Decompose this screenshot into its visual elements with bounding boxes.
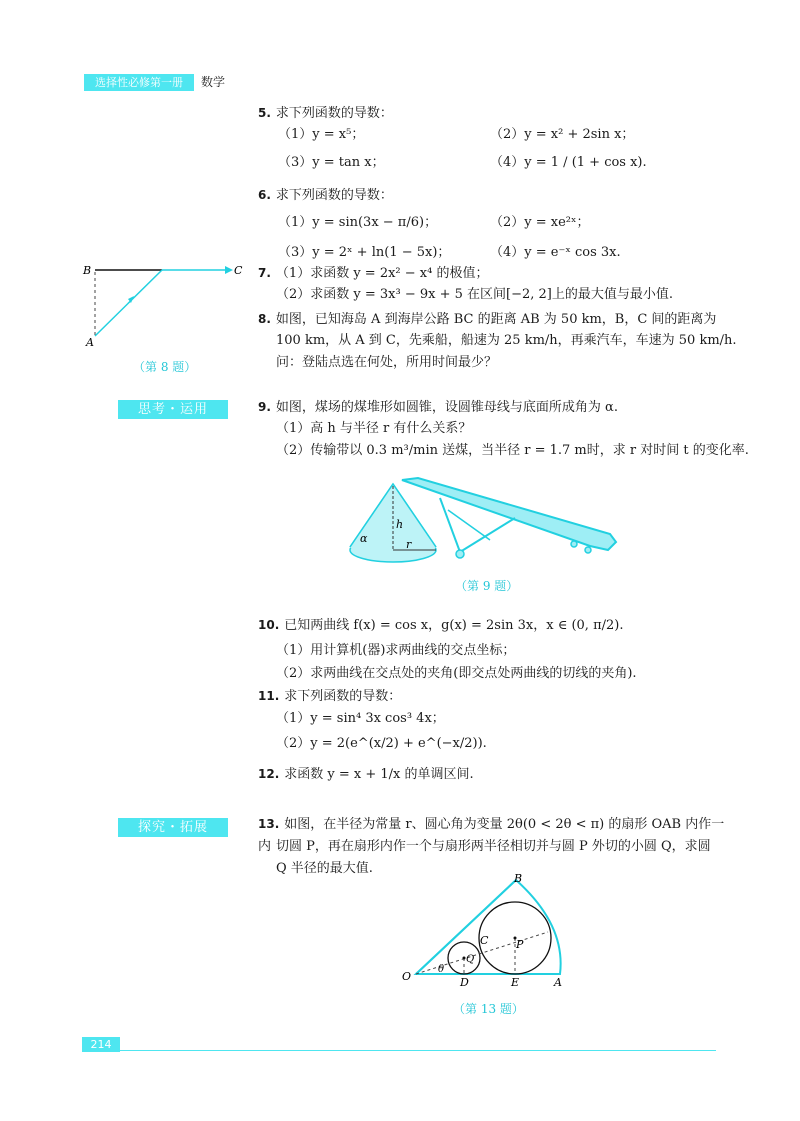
- problem-6: [258, 184, 728, 207]
- figure-9: [340, 470, 630, 580]
- label-r: r: [406, 538, 412, 551]
- problem-number: 9.: [258, 400, 271, 414]
- label-D: D: [460, 976, 469, 989]
- figure-13-caption: （第 13 题）: [453, 1002, 524, 1016]
- label-C: C: [480, 934, 489, 947]
- label-O: O: [402, 970, 412, 983]
- problem-10: [258, 614, 728, 637]
- problem-number: 12.: [258, 767, 280, 781]
- problem-5: [258, 102, 728, 125]
- problem-7: [258, 262, 728, 285]
- problem-number: 7.: [258, 266, 271, 280]
- p9-part2: （2）传输带以 0.3 m³/min 送煤，当半径 r = 1.7 m时，求 r 对时间 t 的变化率.: [276, 443, 749, 458]
- problem-number: 5.: [258, 106, 271, 120]
- book-title-badge: 选择性必修第一册: [84, 74, 194, 91]
- label-Q: Q: [466, 954, 475, 965]
- problem-number: 8.: [258, 312, 271, 326]
- label-B: B: [514, 872, 523, 885]
- p8-line2: 100 km，从 A 到 C，先乘船，船速为 25 km/h，再乘汽车，车速为 50 km/h.: [276, 333, 737, 348]
- p5-part4: （4）y = 1 / (1 + cos x).: [490, 155, 647, 170]
- problem-line: 如图，在半径为常量 r、圆心角为变量 2θ(0 < 2θ < π) 的扇形 OAB 内作一内: [258, 817, 725, 854]
- label-E: E: [511, 976, 520, 989]
- problem-part: （1）求函数 y = 2x² − x⁴ 的极值；: [275, 266, 489, 281]
- p6-part4: （4）y = e⁻ˣ cos 3x.: [490, 245, 621, 260]
- subject-label: 数学: [201, 75, 226, 89]
- p6-part2: （2）y = xe²ˣ；: [490, 215, 590, 230]
- problem-11: [258, 685, 728, 708]
- figure-13: [398, 870, 578, 995]
- problem-number: 13.: [258, 817, 280, 831]
- p6-part3: （3）y = 2ˣ + ln(1 − 5x)；: [278, 245, 451, 260]
- p13-line2: 切圆 P，再在扇形内作一个与扇形两半径相切并与圆 P 外切的小圆 Q，求圆: [276, 839, 711, 854]
- p6-part1: （1）y = sin(3x − π/6)；: [278, 215, 438, 230]
- p5-part1: （1）y = x⁵；: [278, 127, 365, 142]
- p5-part2: （2）y = x² + 2sin x；: [490, 127, 635, 142]
- p7-part2: （2）求函数 y = 3x³ − 9x + 5 在区间[−2, 2]上的最大值与最小值.: [276, 287, 674, 302]
- label-P: P: [516, 938, 524, 951]
- problem-stem: 求函数 y = x + 1/x 的单调区间.: [284, 767, 474, 782]
- p11-part1: （1）y = sin⁴ 3x cos³ 4x；: [276, 711, 445, 726]
- problem-12: [258, 763, 728, 786]
- problem-stem: 求下列函数的导数：: [284, 689, 402, 704]
- p8-line3: 问：登陆点选在何处，所用时间最少？: [276, 355, 498, 370]
- problem-stem: 已知两曲线 f(x) = cos x，g(x) = 2sin 3x，x ∈ (0, π/2).: [284, 618, 624, 633]
- figure-8-caption: （第 8 题）: [133, 360, 197, 374]
- p10-part2: （2）求两曲线在交点处的夹角(即交点处两曲线的切线的夹角).: [276, 666, 637, 681]
- section-think-apply: 思考・运用: [118, 400, 228, 419]
- label-A: A: [554, 976, 562, 989]
- problem-stem: 如图，煤场的煤堆形如圆锥，设圆锥母线与底面所成角为 α.: [275, 400, 618, 415]
- problem-9: [258, 396, 728, 419]
- p13-line3: Q 半径的最大值.: [276, 861, 373, 876]
- problem-stem: 求下列函数的导数：: [275, 188, 393, 203]
- p9-part1: （1）高 h 与半径 r 有什么关系？: [276, 421, 472, 436]
- label-h: h: [396, 518, 404, 531]
- label-theta: θ: [438, 964, 445, 975]
- problem-number: 11.: [258, 689, 280, 703]
- problem-8: [258, 308, 728, 331]
- label-A: A: [86, 336, 94, 349]
- page-number: 214: [82, 1037, 120, 1052]
- problem-number: 6.: [258, 188, 271, 202]
- section-explore-extend: 探究・拓展: [118, 818, 228, 837]
- problem-number: 10.: [258, 618, 280, 632]
- footer-divider: [120, 1050, 716, 1051]
- problem-line: 如图，已知海岛 A 到海岸公路 BC 的距离 AB 为 50 km，B，C 间的距离为: [275, 312, 717, 327]
- p10-part1: （1）用计算机(器)求两曲线的交点坐标；: [276, 643, 516, 658]
- problem-stem: 求下列函数的导数：: [275, 106, 393, 121]
- p5-part3: （3）y = tan x；: [278, 155, 385, 170]
- label-B: B: [83, 264, 92, 277]
- figure-9-caption: （第 9 题）: [455, 579, 519, 593]
- p11-part2: （2）y = 2(e^(x/2) + e^(−x/2)).: [276, 736, 487, 751]
- label-C: C: [234, 264, 243, 277]
- label-alpha: α: [360, 532, 368, 545]
